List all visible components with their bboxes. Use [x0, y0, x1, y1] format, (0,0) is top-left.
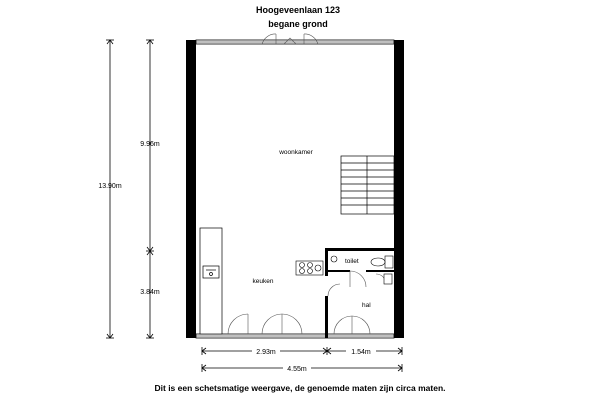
floor-title: begane grond	[268, 19, 328, 29]
room-label-keuken: keuken	[252, 278, 274, 285]
room-label-toilet: toilet	[345, 258, 359, 265]
hall-doors	[328, 271, 392, 296]
dimension-label-kitchen-length: 3.84m	[140, 289, 160, 296]
dimension-label-living-length: 9.96m	[140, 141, 160, 148]
room-label-hal: hal	[362, 302, 371, 309]
staircase	[341, 156, 394, 214]
address-title: Hoogeveenlaan 123	[255, 5, 341, 15]
toilet-fixture	[331, 256, 393, 268]
dimension-label-kitchen-width: 2.93m	[256, 349, 276, 356]
room-label-woonkamer: woonkamer	[279, 149, 313, 156]
dimension-label-hall-width: 1.54m	[351, 349, 371, 356]
disclaimer-text: Dit is een schetsmatige weergave, de genoemde maten zijn circa maten.	[154, 383, 446, 393]
stove	[296, 261, 323, 275]
dimension-label-total-length: 13.90m	[98, 183, 122, 190]
front-doors	[228, 314, 370, 334]
kitchen-counter	[200, 228, 222, 334]
dimension-label-total-width: 4.55m	[287, 366, 307, 373]
